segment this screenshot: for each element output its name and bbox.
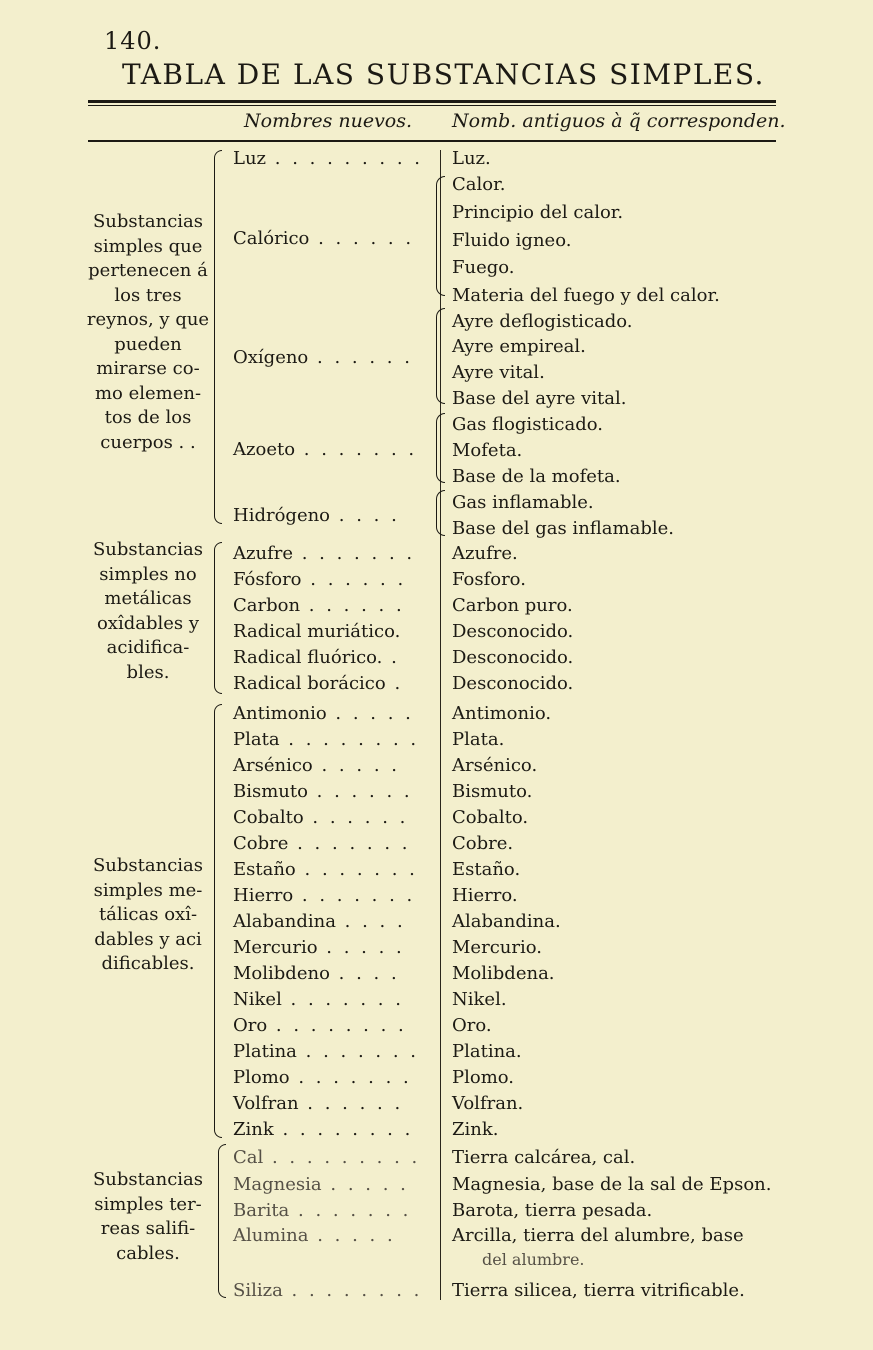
new-name-text: Luz xyxy=(233,148,267,169)
old-name-gas-inflamable: Gas inflamable. xyxy=(452,492,594,513)
new-name-hierro: Hierro . . . . . . . xyxy=(233,885,416,906)
new-name-text: Platina xyxy=(233,1041,297,1062)
old-name-base-mofeta: Base de la mofeta. xyxy=(452,466,621,487)
old-name-mofeta: Mofeta. xyxy=(452,440,523,461)
new-name-text: Barita xyxy=(233,1200,290,1221)
new-name-cobre: Cobre . . . . . . . xyxy=(233,833,411,854)
new-name-text: Calórico xyxy=(233,228,310,249)
new-name-volfran: Volfran . . . . . . xyxy=(233,1093,404,1114)
new-name-barita: Barita . . . . . . . xyxy=(233,1200,412,1221)
old-name-hierro: Hierro. xyxy=(452,885,518,906)
new-name-text: Fósforo xyxy=(233,569,302,590)
new-name-text: Plomo xyxy=(233,1067,290,1088)
new-name-antimonio: Antimonio . . . . . xyxy=(233,703,414,724)
old-name-principio-del-calor: Principio del calor. xyxy=(452,202,624,223)
new-name-text: Cobalto xyxy=(233,807,304,828)
old-name-cobalto: Cobalto. xyxy=(452,807,529,828)
new-name-nikel: Nikel . . . . . . . xyxy=(233,989,404,1010)
new-name-text: Radical fluórico. xyxy=(233,647,383,668)
group-brace-elements xyxy=(214,150,222,524)
old-name-zink: Zink. xyxy=(452,1119,499,1140)
old-name-molibdena: Molibdena. xyxy=(452,963,555,984)
old-name-fosforo: Fosforo. xyxy=(452,569,526,590)
old-name-plomo: Plomo. xyxy=(452,1067,515,1088)
new-name-text: Azoeto xyxy=(233,439,296,460)
old-name-ayre-vital: Ayre vital. xyxy=(452,362,545,383)
new-name-text: Carbon xyxy=(233,595,301,616)
new-name-cal: Cal . . . . . . . . . xyxy=(233,1147,421,1168)
new-name-cobalto: Cobalto . . . . . . xyxy=(233,807,409,828)
new-name-text: Hidrógeno xyxy=(233,505,331,526)
old-name-alabandina: Alabandina. xyxy=(452,911,561,932)
old-name-luz: Luz. xyxy=(452,148,491,169)
page-title: TABLA DE LAS SUBSTANCIAS SIMPLES. xyxy=(122,58,765,91)
header-rule xyxy=(88,140,776,142)
page-number: 140. xyxy=(104,27,162,55)
new-name-alabandina: Alabandina . . . . xyxy=(233,911,406,932)
new-name-text: Zink xyxy=(233,1119,274,1140)
new-name-platina: Platina . . . . . . . xyxy=(233,1041,420,1062)
new-name-text: Cobre xyxy=(233,833,289,854)
new-name-azoeto: Azoeto . . . . . . . xyxy=(233,439,418,460)
new-name-text: Oro xyxy=(233,1015,268,1036)
new-name-oro: Oro . . . . . . . . xyxy=(233,1015,407,1036)
new-name-text: Plata xyxy=(233,729,280,750)
new-name-plomo: Plomo . . . . . . . xyxy=(233,1067,412,1088)
old-name-desconocido-1: Desconocido. xyxy=(452,621,574,642)
new-name-text: Estaño xyxy=(233,859,296,880)
group-label-elements: Substancias simples que pertenecen á los tres reynos, y que pueden mirarse co- mo elemen- tos de los cuerpos . . xyxy=(86,211,210,453)
new-name-alumina: Alumina . . . . . xyxy=(233,1225,396,1246)
new-name-text: Hierro xyxy=(233,885,294,906)
old-name-arcilla-continuation: del alumbre. xyxy=(482,1250,585,1269)
new-name-calorico: Calórico . . . . . . xyxy=(233,228,415,249)
new-name-text: Molibdeno xyxy=(233,963,330,984)
group-label-metals: Substancias simples me- tálicas oxî- dables y aci dificables. xyxy=(92,855,204,974)
old-name-antimonio: Antimonio. xyxy=(452,703,552,724)
old-names-brace-calorico xyxy=(436,176,445,296)
old-name-arcilla: Arcilla, tierra del alumbre, base xyxy=(452,1225,744,1246)
old-name-arsenico: Arsénico. xyxy=(452,755,538,776)
old-name-barota: Barota, tierra pesada. xyxy=(452,1200,653,1221)
new-name-bismuto: Bismuto . . . . . . xyxy=(233,781,413,802)
old-name-tierra-calcarea: Tierra calcárea, cal. xyxy=(452,1147,636,1168)
group-brace-nonmetals xyxy=(214,542,222,694)
top-double-rule xyxy=(88,100,776,103)
old-name-carbon-puro: Carbon puro. xyxy=(452,595,573,616)
old-name-desconocido-3: Desconocido. xyxy=(452,673,574,694)
group-brace-earths xyxy=(218,1144,226,1298)
header-new-names: Nombres nuevos. xyxy=(244,110,413,132)
group-brace-metals xyxy=(214,704,222,1138)
old-name-oro: Oro. xyxy=(452,1015,492,1036)
old-name-azufre: Azufre. xyxy=(452,543,518,564)
new-name-zink: Zink . . . . . . . . xyxy=(233,1119,414,1140)
new-name-magnesia: Magnesia . . . . . xyxy=(233,1174,409,1195)
new-name-carbon: Carbon . . . . . . xyxy=(233,595,405,616)
new-name-text: Volfran xyxy=(233,1093,299,1114)
new-name-text: Oxígeno xyxy=(233,347,309,368)
new-name-text: Arsénico xyxy=(233,755,313,776)
new-name-text: Radical borácico xyxy=(233,673,386,694)
old-name-ayre-deflogisticado: Ayre deflogisticado. xyxy=(452,311,633,332)
new-name-radical-muriatico xyxy=(233,619,400,645)
top-thin-rule xyxy=(88,105,776,106)
old-name-desconocido-2: Desconocido. xyxy=(452,647,574,668)
old-name-tierra-silicea: Tierra silicea, tierra vitrificable. xyxy=(452,1280,745,1301)
group-label-nonmetals: Substancias simples no metálicas oxîdables y acidifica- bles. xyxy=(92,539,204,683)
new-name-text: Nikel xyxy=(233,989,282,1010)
new-name-text: Bismuto xyxy=(233,781,308,802)
old-name-base-ayre-vital: Base del ayre vital. xyxy=(452,388,627,409)
old-name-fluido-igneo: Fluido igneo. xyxy=(452,230,572,251)
old-name-materia-del-fuego: Materia del fuego y del calor. xyxy=(452,285,720,306)
new-name-oxigeno: Oxígeno . . . . . . xyxy=(233,347,413,368)
old-name-calor: Calor. xyxy=(452,174,506,195)
old-names-brace-hidrogeno xyxy=(436,490,445,536)
old-name-base-gas-inflamable: Base del gas inflamable. xyxy=(452,518,674,539)
new-name-text: Radical muriático. xyxy=(233,621,401,642)
new-name-text: Azufre xyxy=(233,543,293,564)
old-name-fuego: Fuego. xyxy=(452,257,515,278)
old-name-volfran: Volfran. xyxy=(452,1093,524,1114)
old-name-ayre-empireal: Ayre empireal. xyxy=(452,336,586,357)
new-name-plata: Plata . . . . . . . . xyxy=(233,729,420,750)
new-name-radical-boracico: Radical borácico . xyxy=(233,673,404,694)
new-name-estano: Estaño . . . . . . . xyxy=(233,859,418,880)
header-old-names: Nomb. antiguos à q̃ corresponden. xyxy=(452,110,786,132)
new-name-text: Siliza xyxy=(233,1280,283,1301)
old-name-bismuto: Bismuto. xyxy=(452,781,533,802)
old-name-magnesia: Magnesia, base de la sal de Epson. xyxy=(452,1174,772,1195)
new-name-molibdeno: Molibdeno . . . . xyxy=(233,963,400,984)
old-name-plata: Plata. xyxy=(452,729,505,750)
new-name-text: Cal xyxy=(233,1147,264,1168)
new-name-hidrogeno: Hidrógeno . . . . xyxy=(233,505,400,526)
new-name-text: Magnesia xyxy=(233,1174,322,1195)
new-name-siliza: Siliza . . . . . . . . xyxy=(233,1280,423,1301)
new-name-luz: Luz . . . . . . . . . xyxy=(233,148,424,169)
new-name-azufre: Azufre . . . . . . . xyxy=(233,543,416,564)
old-name-platina: Platina. xyxy=(452,1041,522,1062)
new-name-arsenico: Arsénico . . . . . xyxy=(233,755,400,776)
old-name-gas-flogisticado: Gas flogisticado. xyxy=(452,414,603,435)
group-label-earths: Substancias simples ter- reas salifi- cables. xyxy=(92,1169,204,1264)
old-name-estano: Estaño. xyxy=(452,859,521,880)
new-name-text: Mercurio xyxy=(233,937,318,958)
new-name-text: Antimonio xyxy=(233,703,327,724)
old-names-brace-azoeto xyxy=(436,413,445,483)
new-name-text: Alabandina xyxy=(233,911,336,932)
old-name-cobre: Cobre. xyxy=(452,833,514,854)
old-name-mercurio: Mercurio. xyxy=(452,937,542,958)
old-name-nikel: Nikel. xyxy=(452,989,507,1010)
new-name-radical-fluorico: Radical fluórico. . xyxy=(233,647,400,668)
new-name-text: Alumina xyxy=(233,1225,309,1246)
old-names-brace-oxigeno xyxy=(436,308,445,404)
new-name-mercurio: Mercurio . . . . . xyxy=(233,937,405,958)
new-name-fosforo: Fósforo . . . . . . xyxy=(233,569,407,590)
